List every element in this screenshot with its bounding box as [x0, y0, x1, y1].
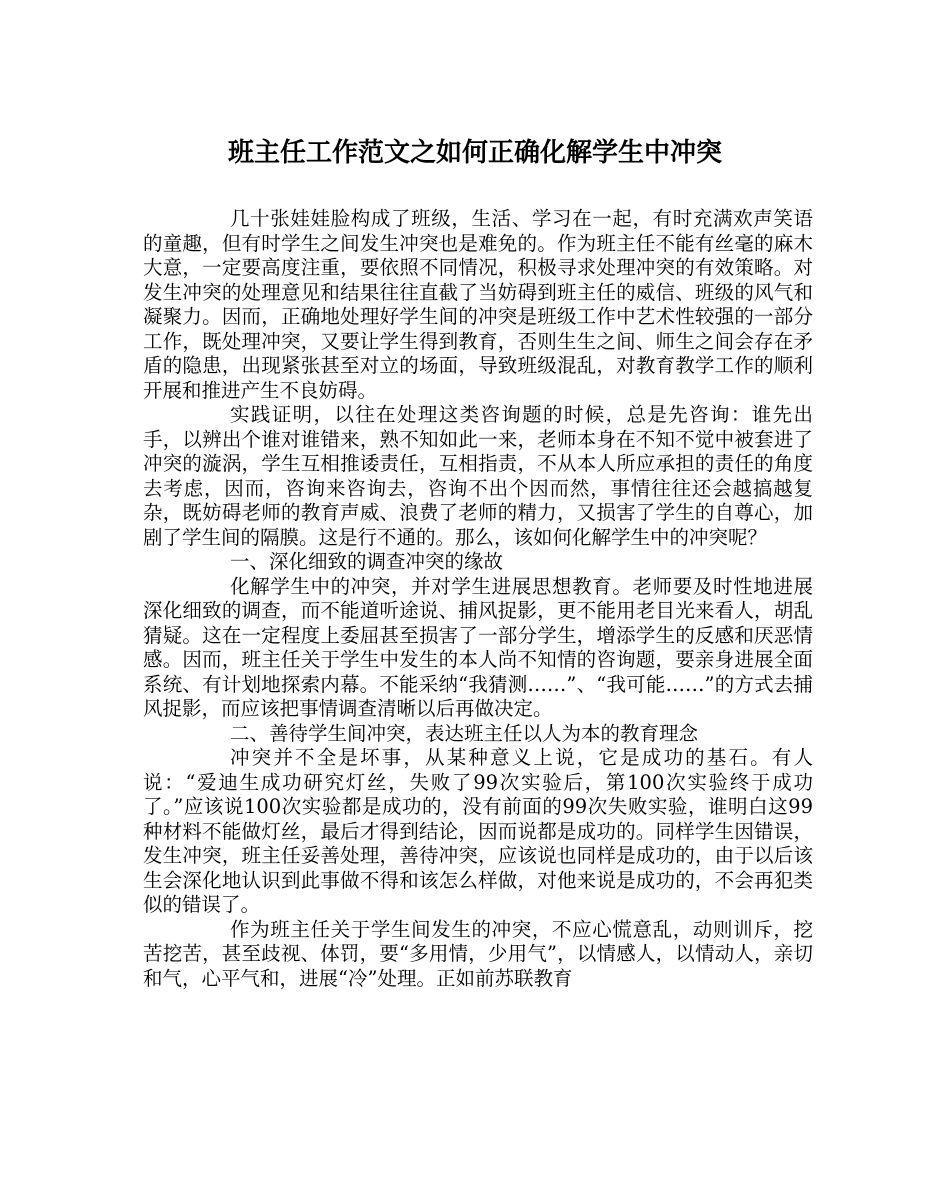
document-body	[143, 207, 813, 991]
section-heading-2: 二、善待学生间冲突，表达班主任以人为本的教育理念	[230, 721, 699, 745]
section-heading-1: 一、深化细致的调查冲突的缘故	[230, 550, 504, 573]
paragraph-investigation: 化解学生中的冲突，并对学生进展思想教育。老师要及时性地进展深化细致的调查，而不能道听途说、捕风捉影，更不能用老目光来看人，胡乱猜疑。这在一定程度上委屈甚至损害了一部分学生，增添学生的反感和厌恶情感。因而，班主任关于学生中发生的本人尚不知情的咨询题，要亲身进展全面系统、有计划地探索内幕。不能采纳“我猜测……”、“我可能……”的方式去捕风捉影，而应该把事情调查清晰以后再做决定。	[143, 574, 813, 720]
paragraph-practice: 实践证明，以往在处理这类咨询题的时候，总是先咨询：谁先出手，以辨出个谁对谁错来，熟不知如此一来，老师本身在不知不觉中被套进了冲突的漩涡，学生互相推诿责任，互相指责，不从本人所应承担的责任的角度去考虑，因而，咨询来咨询去，咨询不出个因而然，事情往往还会越搞越复杂，既妨碍老师的教育声威、浪费了老师的精力，又损害了学生的自尊心，加剧了学生间的隔膜。这是行不通的。那么，该如何化解学生中的冲突呢？	[143, 403, 813, 549]
paragraph-intro: 几十张娃娃脸构成了班级，生活、学习在一起，有时充满欢声笑语的童趣，但有时学生之间发生冲突也是难免的。作为班主任不能有丝毫的麻木大意，一定要高度注重，要依照不同情况，积极寻求处理冲突的有效策略。对发生冲突的处理意见和结果往往直截了当妨碍到班主任的威信、班级的风气和凝聚力。因而，正确地处理好学生间的冲突是班级工作中艺术性较强的一部分工作，既处理冲突，又要让学生得到教育，否则生生之间、师生之间会存在矛盾的隐患，出现紧张甚至对立的场面，导致班级混乱，对教育教学工作的顺利开展和推进产生不良妨碍。	[143, 207, 813, 402]
paragraph-teacher-attitude: 作为班主任关于学生间发生的冲突，不应心慌意乱，动则训斥，挖苦挖苦，甚至歧视、体罚，要“多用情，少用气”，以情感人，以情动人，亲切和气，心平气和，进展“冷”处理。正如前苏联教育	[143, 917, 813, 990]
document-title: 班主任工作范文之如何正确化解学生中冲突	[227, 138, 722, 168]
paragraph-conflict-value: 冲突并不全是坏事，从某种意义上说，它是成功的基石。有人说：“爱迪生成功研究灯丝，失败了99次实验后，第100次实验终于成功了。”应该说100次实验都是成功的，没有前面的99次失败实验，谁明白这99种材料不能做灯丝，最后才得到结论，因而说都是成功的。同样学生因错误，发生冲突，班主任妥善处理，善待冲突，应该说也同样是成功的，由于以后该生会深化地认识到此事做不得和该怎么样做，对他来说是成功的，不会再犯类似的错误了。	[143, 746, 813, 916]
